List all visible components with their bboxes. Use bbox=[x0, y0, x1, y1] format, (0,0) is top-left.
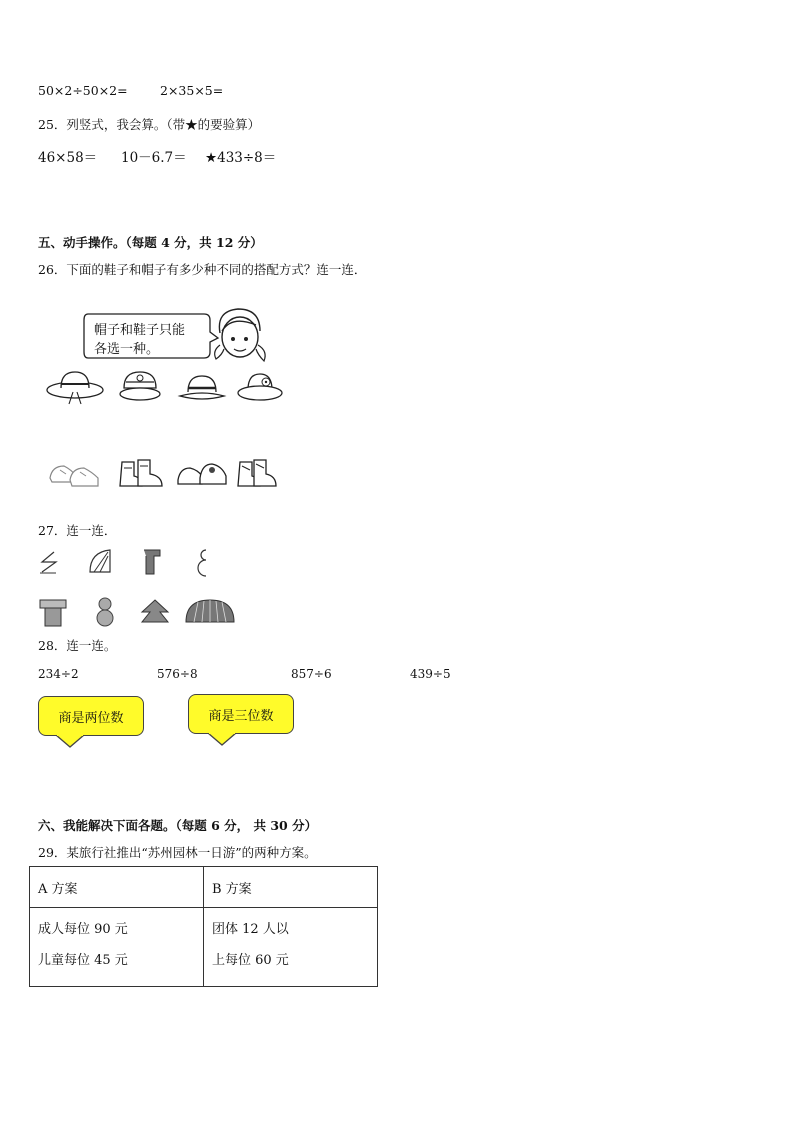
question-25-title: 25．列竖式，我会算。（带★的要验算） bbox=[38, 117, 261, 132]
q25-expression-3: ★433÷8＝ bbox=[205, 150, 277, 166]
expression-2: 2×35×5= bbox=[160, 83, 224, 98]
wide-brim-hat-icon bbox=[45, 366, 105, 406]
half-umbrella-icon bbox=[86, 548, 112, 574]
house-shape-icon bbox=[38, 598, 68, 628]
box-two-digit-label: 商是两位数 bbox=[58, 710, 124, 726]
plan-a-line-1: 成人每位 90 元 bbox=[38, 922, 128, 937]
box-three-digit-quotient bbox=[188, 694, 294, 734]
header-plan-a: A 方案 bbox=[30, 867, 204, 908]
box-two-digit-quotient bbox=[38, 696, 144, 736]
plan-b-cell bbox=[204, 908, 378, 987]
section-6-heading: 六、我能解决下面各题。（每题 6 分， 共 30 分） bbox=[38, 818, 318, 833]
sneakers-icon bbox=[46, 458, 102, 490]
cap-hat-icon bbox=[118, 368, 162, 404]
question-26-title: 26．下面的鞋子和帽子有多少种不同的搭配方式？连一连． bbox=[38, 262, 367, 277]
q25-expression-1: 46×58＝ bbox=[38, 150, 98, 166]
half-house-icon bbox=[140, 548, 162, 576]
plan-a-cell bbox=[30, 908, 204, 987]
girl-face-icon bbox=[208, 305, 270, 365]
flower-hat-icon bbox=[236, 368, 284, 404]
fedora-hat-icon bbox=[178, 370, 226, 404]
speech-line-2: 各选一种。 bbox=[94, 342, 160, 357]
question-28-title: 28．连一连。 bbox=[38, 638, 117, 653]
q28-expression-4: 439÷5 bbox=[410, 667, 451, 681]
question-27-title: 27．连一连． bbox=[38, 523, 117, 538]
q28-expression-3: 857÷6 bbox=[291, 667, 332, 681]
box-2-tail bbox=[208, 733, 238, 747]
zigzag-half-shape-icon bbox=[38, 550, 60, 576]
umbrella-shape-icon bbox=[184, 598, 236, 626]
question-29-title: 29．某旅行社推出“苏州园林一日游”的两种方案。 bbox=[38, 845, 317, 860]
speech-line-1: 帽子和鞋子只能 bbox=[94, 323, 186, 338]
box-1-tail bbox=[56, 735, 86, 749]
high-top-shoes-icon bbox=[236, 456, 280, 492]
expression-1: 50×2÷50×2= bbox=[38, 83, 128, 98]
boots-icon bbox=[116, 456, 166, 492]
plan-b-line-2: 上每位 60 元 bbox=[212, 953, 289, 968]
header-plan-b: B 方案 bbox=[204, 867, 378, 908]
half-snowman-icon bbox=[194, 548, 210, 578]
plans-table bbox=[29, 866, 378, 987]
q25-expression-2: 10－6.7＝ bbox=[121, 150, 187, 166]
arrow-tree-shape-icon bbox=[140, 598, 170, 626]
plan-a-line-2: 儿童每位 45 元 bbox=[38, 953, 128, 968]
box-three-digit-label: 商是三位数 bbox=[208, 708, 274, 724]
section-5-heading: 五、动手操作。（每题 4 分，共 12 分） bbox=[38, 235, 263, 250]
snowman-shape-icon bbox=[94, 596, 116, 628]
plan-b-line-1: 团体 12 人以 bbox=[212, 922, 289, 937]
sport-shoes-icon bbox=[176, 458, 228, 490]
q28-expression-1: 234÷2 bbox=[38, 667, 79, 681]
q28-expression-2: 576÷8 bbox=[157, 667, 198, 681]
table-header-row bbox=[30, 867, 378, 908]
table-body-row bbox=[30, 908, 378, 987]
